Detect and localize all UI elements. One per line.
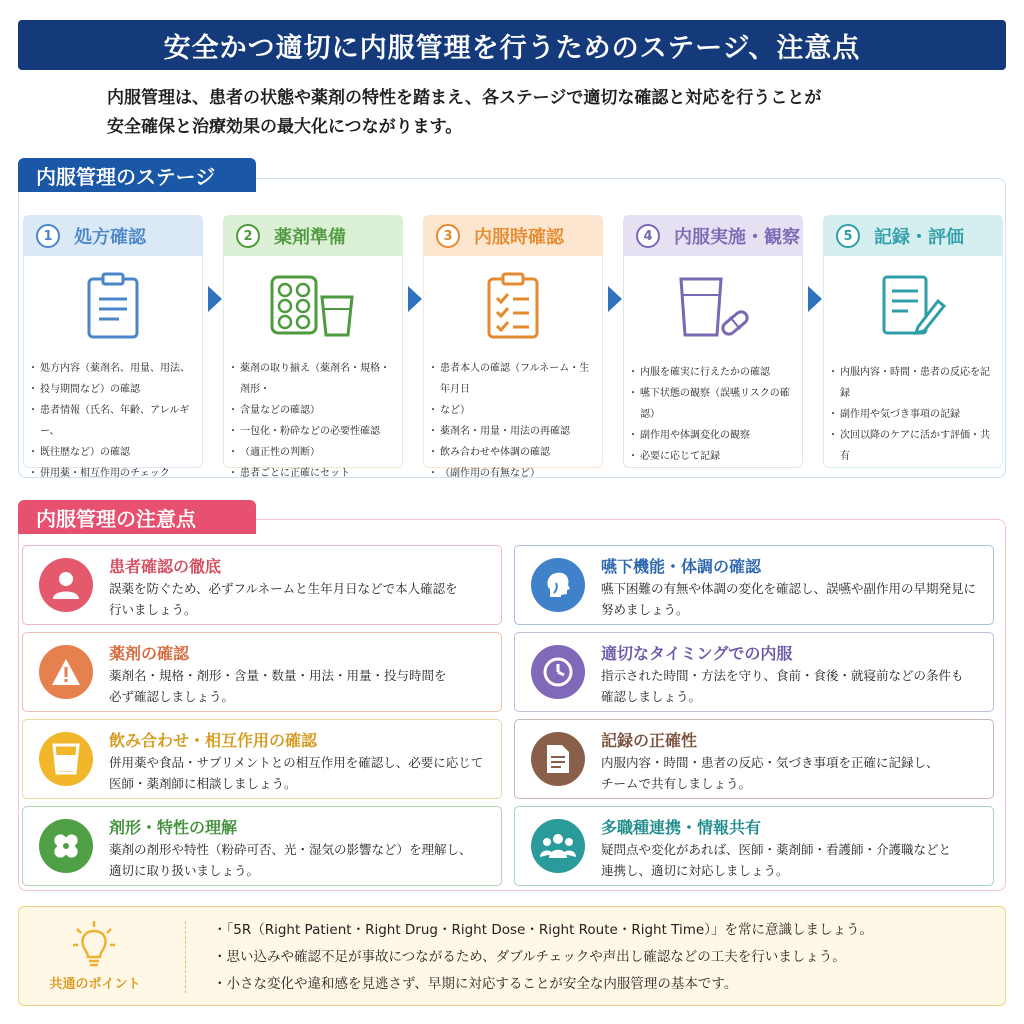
- card-line: 誤薬を防ぐため、必ずフルネームと生年月日などで本人確認を: [109, 581, 458, 596]
- intro-line-2: 安全確保と治療効果の最大化につながります。: [107, 117, 463, 137]
- stage-item: ・ 患者ごとに正確にセット: [232, 463, 396, 484]
- card-title: 薬剤の確認: [109, 644, 190, 663]
- pill-pack-icon: [224, 256, 402, 356]
- intro-text: [107, 84, 987, 142]
- stage-number: 3: [436, 224, 460, 248]
- card-title: 記録の正確性: [601, 731, 698, 750]
- stage-header: [624, 216, 802, 256]
- stage-title: 内服時確認: [474, 227, 564, 248]
- stage-checklist: [224, 356, 402, 484]
- stage-item: ・ 含量などの確認）: [232, 400, 396, 421]
- arrow-right-icon: [808, 286, 822, 312]
- card-body: [109, 578, 494, 620]
- stage-item: ・ など）: [432, 400, 596, 421]
- document-icon: [531, 732, 585, 786]
- stage-header: [824, 216, 1002, 256]
- card-line: 確認しましょう。: [601, 689, 702, 704]
- stage-header: [224, 216, 402, 256]
- stage-item: ・ 必要に応じて記録: [632, 446, 796, 467]
- caution-card-team-collaboration: [514, 806, 994, 886]
- card-line: 疑問点や変化があれば、医師・薬剤師・看護師・介護職などと: [601, 842, 952, 857]
- stage-number: 1: [36, 224, 60, 248]
- stage-item: ・ 内服内容・時間・患者の反応を記録: [832, 362, 996, 404]
- stage-item: ・ 投与期間など）の確認: [32, 379, 196, 400]
- card-line: 連携し、適切に対応しましょう。: [601, 863, 789, 878]
- caution-card-record-accuracy: [514, 719, 994, 799]
- stage-title: 薬剤準備: [274, 227, 346, 248]
- card-title: 多職種連携・情報共有: [601, 818, 762, 837]
- card-line: 内服内容・時間・患者の反応・気づき事項を正確に記録し、: [601, 755, 939, 770]
- common-point-item: ・「5R（Right Patient・Right Drug・Right Dose・Right Route・Right Time）」を常に意識しましょう。: [213, 922, 873, 938]
- team-icon: [531, 819, 585, 873]
- caution-card-interaction: [22, 719, 502, 799]
- stage-checklist: [24, 356, 202, 484]
- stage-item: ・ 飲み合わせや体調の確認: [432, 442, 596, 463]
- stage-header: [424, 216, 602, 256]
- card-body: [601, 665, 986, 707]
- common-point-item: ・思い込みや確認不足が事故につながるため、ダブルチェックや声出し確認などの工夫を行いましょう。: [213, 949, 846, 965]
- stage-title: 処方確認: [74, 227, 146, 248]
- checklist-icon: [424, 256, 602, 356]
- stage-item: ・ 患者情報（氏名、年齢、アレルギー、: [32, 400, 196, 442]
- card-title: 嚥下機能・体調の確認: [601, 557, 762, 576]
- card-title: 飲み合わせ・相互作用の確認: [109, 731, 318, 750]
- card-line: 薬剤名・規格・剤形・含量・数量・用法・用量・投与時間を: [109, 668, 447, 683]
- stages-section-title: 内服管理のステージ: [18, 158, 256, 192]
- card-line: 薬剤の剤形や特性（粉砕可否、光・湿気の影響など）を理解し、: [109, 842, 472, 857]
- page-title: 安全かつ適切に内服管理を行うためのステージ、注意点: [18, 20, 1006, 70]
- stage-card-prescription: [23, 215, 203, 479]
- card-body: [601, 578, 986, 620]
- stage-checklist: [824, 356, 1002, 467]
- card-line: 努めましょう。: [601, 602, 689, 617]
- stage-item: ・ 既往歴など）の確認: [32, 442, 196, 463]
- card-line: 行いましょう。: [109, 602, 197, 617]
- common-point-item: ・小さな変化や違和感を見逃さず、早期に対応することが安全な内服管理の基本です。: [213, 976, 738, 992]
- caution-card-timing: [514, 632, 994, 712]
- card-line: 適切に取り扱いましょう。: [109, 863, 260, 878]
- divider: [185, 921, 186, 993]
- stage-item: ・ 併用薬・相互作用のチェック: [32, 463, 196, 484]
- common-points-list: [213, 917, 873, 998]
- stage-card-record-evaluation: [823, 215, 1003, 468]
- stage-checklist: [624, 356, 802, 467]
- clipboard-icon: [24, 256, 202, 356]
- stage-checklist: [424, 356, 602, 484]
- caution-section-title: 内服管理の注意点: [18, 500, 256, 534]
- stage-card-preparation: [223, 215, 403, 479]
- card-line: 必ず確認しましょう。: [109, 689, 235, 704]
- stage-item: ・ 薬剤の取り揃え（薬剤名・規格・剤形・: [232, 358, 396, 400]
- stage-item: ・ 次回以降のケアに活かす評価・共有: [832, 425, 996, 467]
- caution-card-patient-identification: [22, 545, 502, 625]
- card-body: [601, 752, 986, 794]
- stage-header: [24, 216, 202, 256]
- stage-card-administration-check: [423, 215, 603, 479]
- arrow-right-icon: [208, 286, 222, 312]
- stage-number: 4: [636, 224, 660, 248]
- common-points-label: 共通のポイント: [49, 977, 141, 992]
- person-icon: [39, 558, 93, 612]
- card-line: 併用薬や食品・サプリメントとの相互作用を確認し、必要に応じて: [109, 755, 484, 770]
- cup-pill-icon: [624, 256, 802, 356]
- stage-item: ・ 一包化・粉砕などの必要性確認: [232, 421, 396, 442]
- stage-number: 2: [236, 224, 260, 248]
- lightbulb-icon: [71, 919, 117, 973]
- stage-item: ・ （適正性の判断）: [232, 442, 396, 463]
- stage-card-administration-observation: [623, 215, 803, 468]
- card-title: 適切なタイミングでの内服: [601, 644, 793, 663]
- arrow-right-icon: [608, 286, 622, 312]
- arrow-right-icon: [408, 286, 422, 312]
- clock-icon: [531, 645, 585, 699]
- stage-item: ・ 副作用や気づき事項の記録: [832, 404, 996, 425]
- card-line: 嚥下困難の有無や体調の変化を確認し、誤嚥や副作用の早期発見に: [601, 581, 977, 596]
- card-line: チームで共有しましょう。: [601, 776, 752, 791]
- common-points-box: [18, 906, 1006, 1006]
- stage-item: ・ 内服を確実に行えたかの確認: [632, 362, 796, 383]
- card-body: [109, 752, 494, 794]
- stage-item: ・ （副作用の有無など）: [432, 463, 596, 484]
- stage-item: ・ 患者本人の確認（フルネーム・生年月日: [432, 358, 596, 400]
- stage-number: 5: [836, 224, 860, 248]
- stage-title: 記録・評価: [874, 227, 964, 248]
- capsule-icon: [39, 819, 93, 873]
- stage-item: ・ 副作用や体調変化の観察: [632, 425, 796, 446]
- warning-icon: [39, 645, 93, 699]
- caution-card-swallowing-condition: [514, 545, 994, 625]
- card-body: [109, 665, 494, 707]
- card-body: [109, 839, 494, 881]
- stage-item: ・ 嚥下状態の観察（誤嚥リスクの確認）: [632, 383, 796, 425]
- caution-card-dosage-form: [22, 806, 502, 886]
- head-swallow-icon: [531, 558, 585, 612]
- card-title: 剤形・特性の理解: [109, 818, 238, 837]
- card-title: 患者確認の徹底: [109, 557, 222, 576]
- stage-item: ・ 処方内容（薬剤名、用量、用法、: [32, 358, 196, 379]
- record-pen-icon: [824, 256, 1002, 356]
- stage-item: ・ 薬剤名・用量・用法の再確認: [432, 421, 596, 442]
- common-points-label-area: [19, 907, 171, 1005]
- stage-title: 内服実施・観察: [674, 227, 800, 248]
- glass-icon: [39, 732, 93, 786]
- card-line: 医師・薬剤師に相談しましょう。: [109, 776, 297, 791]
- card-line: 指示された時間・方法を守り、食前・食後・就寝前などの条件も: [601, 668, 964, 683]
- caution-card-drug-check: [22, 632, 502, 712]
- card-body: [601, 839, 986, 881]
- intro-line-1: 内服管理は、患者の状態や薬剤の特性を踏まえ、各ステージで適切な確認と対応を行うことが: [107, 88, 822, 108]
